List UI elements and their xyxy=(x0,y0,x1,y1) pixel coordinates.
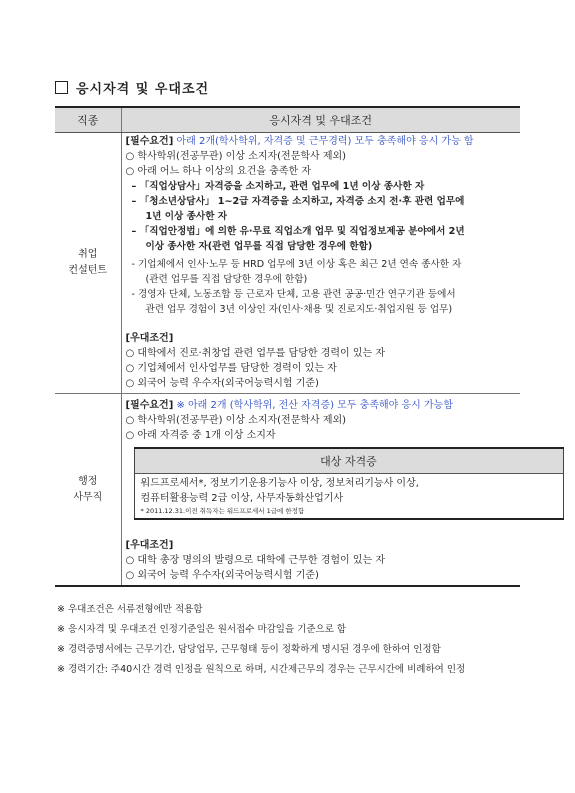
job-cell-consultant xyxy=(55,133,121,394)
footnote: ※ 응시자격 및 우대조건 인정기준일은 원서접수 마감일을 기준으로 함 xyxy=(57,624,347,635)
table-row-consultant xyxy=(55,133,520,394)
required-note: ※ 아래 2개 (학사학위, 전산 자격증) 모두 충족해야 응시 가능함 xyxy=(176,400,453,411)
sub-item-cont: 관련 업무 경험이 3년 이상인 자(인사·채용 및 진로지도·취업지원 등 업무) xyxy=(145,304,453,315)
conditions-cell-admin xyxy=(121,394,520,587)
list-item: ○ 학사학위(전공무관) 이상 소지자(전문학사 제외) xyxy=(125,415,347,426)
certificate-note: * 2011.12.31.이전 취득자는 워드프로세서 1급에 한정함 xyxy=(140,507,305,515)
sub-item-cont: (관련 업무를 직접 담당한 경우에 한함) xyxy=(145,274,308,285)
job-line: 사무직 xyxy=(73,491,103,503)
certificate-table-header: 대상 자격증 xyxy=(134,448,563,474)
footnote: ※ 경력증명서에는 근무기간, 담당업무, 근무형태 등이 정확하게 명시된 경우에 한하여 인정함 xyxy=(57,644,441,655)
sub-item: – 「직업상담사」자격증을 소지하고, 관련 업무에 1년 이상 종사한 자 xyxy=(131,181,425,192)
list-item: ○ 아래 어느 하나 이상의 요건을 충족한 자 xyxy=(125,166,312,177)
sub-item-cont: 1년 이상 종사한 자 xyxy=(145,211,228,222)
header-conditions: 응시자격 및 우대조건 xyxy=(121,107,520,133)
sub-item: - 경영자 단체, 노동조합 등 근로자 단체, 고용 관련 공공·민간 연구기관 등에서 xyxy=(131,289,456,300)
preference-label: [우대조건] xyxy=(125,333,174,344)
footnote: ※ 경력기간: 주40시간 경력 인정을 원칙으로 하며, 시간제근무의 경우는 근무시간에 비례하여 인정 xyxy=(57,664,466,675)
required-header xyxy=(126,134,517,149)
footnotes xyxy=(57,600,465,680)
certificate-line: 컴퓨터활용능력 2급 이상, 사무자동화산업기사 xyxy=(140,493,344,504)
required-header xyxy=(126,398,517,413)
certificate-table xyxy=(134,447,564,520)
job-line: 취업 xyxy=(78,249,98,260)
job-line: 컨설턴트 xyxy=(68,265,108,276)
footnote: ※ 우대조건은 서류전형에만 적용함 xyxy=(57,604,203,615)
sub-item-cont: 이상 종사한 자(관련 업무를 직접 담당한 경우에 한함) xyxy=(145,241,373,252)
table-row-admin xyxy=(55,394,520,587)
required-label: [필수요건] xyxy=(125,136,174,147)
certificate-list xyxy=(134,474,563,520)
qualification-table xyxy=(55,106,520,587)
sub-item: – 「청소년상담사」 1~2급 자격증을 소지하고, 자격증 소지 전·후 관련 업무에 xyxy=(131,196,465,207)
table-header-row xyxy=(55,107,520,133)
conditions-cell-consultant xyxy=(121,133,520,394)
pref-item: ○ 기업체에서 인사업무를 담당한 경력이 있는 자 xyxy=(125,363,337,374)
list-item: ○ 아래 자격증 중 1개 이상 소지자 xyxy=(125,430,276,441)
sub-item: - 기업체에서 인사·노무 등 HRD 업무에 3년 이상 혹은 최근 2년 연속 종사한 자 xyxy=(131,259,462,270)
section-title-text: 응시자격 및 우대조건 xyxy=(76,82,210,97)
header-job: 직종 xyxy=(55,107,121,133)
pref-item: ○ 외국어 능력 우수자(외국어능력시험 기준) xyxy=(125,570,319,581)
list-item: ○ 학사학위(전공무관) 이상 소지자(전문학사 제외) xyxy=(125,151,347,162)
required-note: 아래 2개(학사학위, 자격증 및 근무경력) 모두 충족해야 응시 가능 함 xyxy=(176,136,474,147)
checkbox-square-icon xyxy=(55,81,68,94)
job-cell-admin xyxy=(55,394,121,587)
section-title xyxy=(55,78,209,97)
required-label: [필수요건] xyxy=(125,400,174,411)
pref-item: ○ 대학 총장 명의의 발령으로 대학에 근무한 경험이 있는 자 xyxy=(125,555,386,566)
job-line: 행정 xyxy=(78,475,98,487)
certificate-line: 워드프로세서*, 정보기기운용기능사 이상, 정보처리기능사 이상, xyxy=(140,478,419,489)
pref-item: ○ 대학에서 진로·취창업 관련 업무를 담당한 경력이 있는 자 xyxy=(125,348,386,359)
preference-label: [우대조건] xyxy=(125,540,174,551)
sub-item: – 「직업안정법」에 의한 유·무료 직업소개 업무 및 직업정보제공 분야에서 2년 xyxy=(131,226,465,237)
pref-item: ○ 외국어 능력 우수자(외국어능력시험 기준) xyxy=(125,378,319,389)
